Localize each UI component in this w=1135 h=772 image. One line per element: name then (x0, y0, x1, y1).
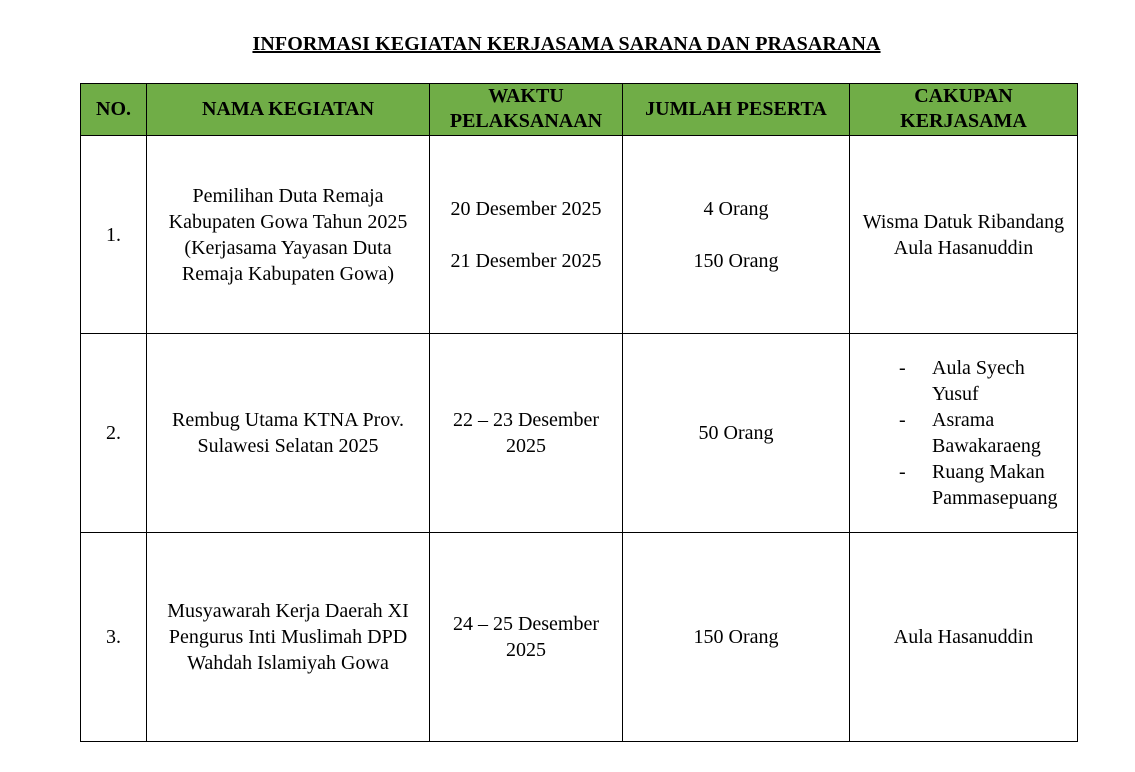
waktu-line: 20 Desember 2025 (450, 197, 602, 220)
cell-waktu: 24 – 25 Desember 2025 (430, 533, 623, 742)
table-row (81, 136, 1078, 334)
cell-cakupan (850, 334, 1078, 533)
cell-waktu (430, 136, 623, 334)
cell-no: 1. (81, 136, 147, 334)
header-cakupan-kerjasama: CAKUPAN KERJASAMA (850, 84, 1078, 136)
document-title: INFORMASI KEGIATAN KERJASAMA SARANA DAN PRASARANA (252, 33, 881, 55)
cell-cakupan (850, 136, 1078, 334)
list-item: - Aula Syech Yusuf (899, 357, 1025, 405)
activities-table (80, 83, 1078, 742)
cell-nama-kegiatan: Musyawarah Kerja Daerah XI Pengurus Inti Muslimah DPD Wahdah Islamiyah Gowa (147, 533, 430, 742)
list-item: - Ruang Makan Pammasepuang (899, 461, 1058, 509)
cell-no: 3. (81, 533, 147, 742)
dash-bullet: - (899, 357, 906, 379)
cell-nama-kegiatan: Pemilihan Duta Remaja Kabupaten Gowa Tahun 2025 (Kerjasama Yayasan Duta Remaja Kabupaten Gowa) (147, 136, 430, 334)
header-no: NO. (81, 84, 147, 136)
cell-waktu: 22 – 23 Desember 2025 (430, 334, 623, 533)
table-header-row (81, 84, 1078, 136)
cakupan-list (856, 355, 1071, 511)
header-nama-kegiatan: NAMA KEGIATAN (147, 84, 430, 136)
header-waktu-pelaksanaan: WAKTU PELAKSANAAN (430, 84, 623, 136)
header-jumlah-peserta: JUMLAH PESERTA (623, 84, 850, 136)
jumlah-line: 4 Orang (703, 197, 769, 220)
table-row (81, 334, 1078, 533)
cell-cakupan: Aula Hasanuddin (850, 533, 1078, 742)
table-row (81, 533, 1078, 742)
cell-jumlah: 50 Orang (623, 334, 850, 533)
list-item: - Asrama Bawakaraeng (899, 409, 1041, 457)
cell-nama-kegiatan: Rembug Utama KTNA Prov. Sulawesi Selatan 2025 (147, 334, 430, 533)
cakupan-line: Aula Hasanuddin (893, 236, 1034, 259)
jumlah-line: 150 Orang (693, 249, 779, 272)
cell-jumlah (623, 136, 850, 334)
cell-no: 2. (81, 334, 147, 533)
waktu-line: 21 Desember 2025 (450, 249, 602, 272)
cakupan-line: Wisma Datuk Ribandang (862, 210, 1065, 233)
cell-jumlah: 150 Orang (623, 533, 850, 742)
dash-bullet: - (899, 461, 906, 483)
dash-bullet: - (899, 409, 906, 431)
